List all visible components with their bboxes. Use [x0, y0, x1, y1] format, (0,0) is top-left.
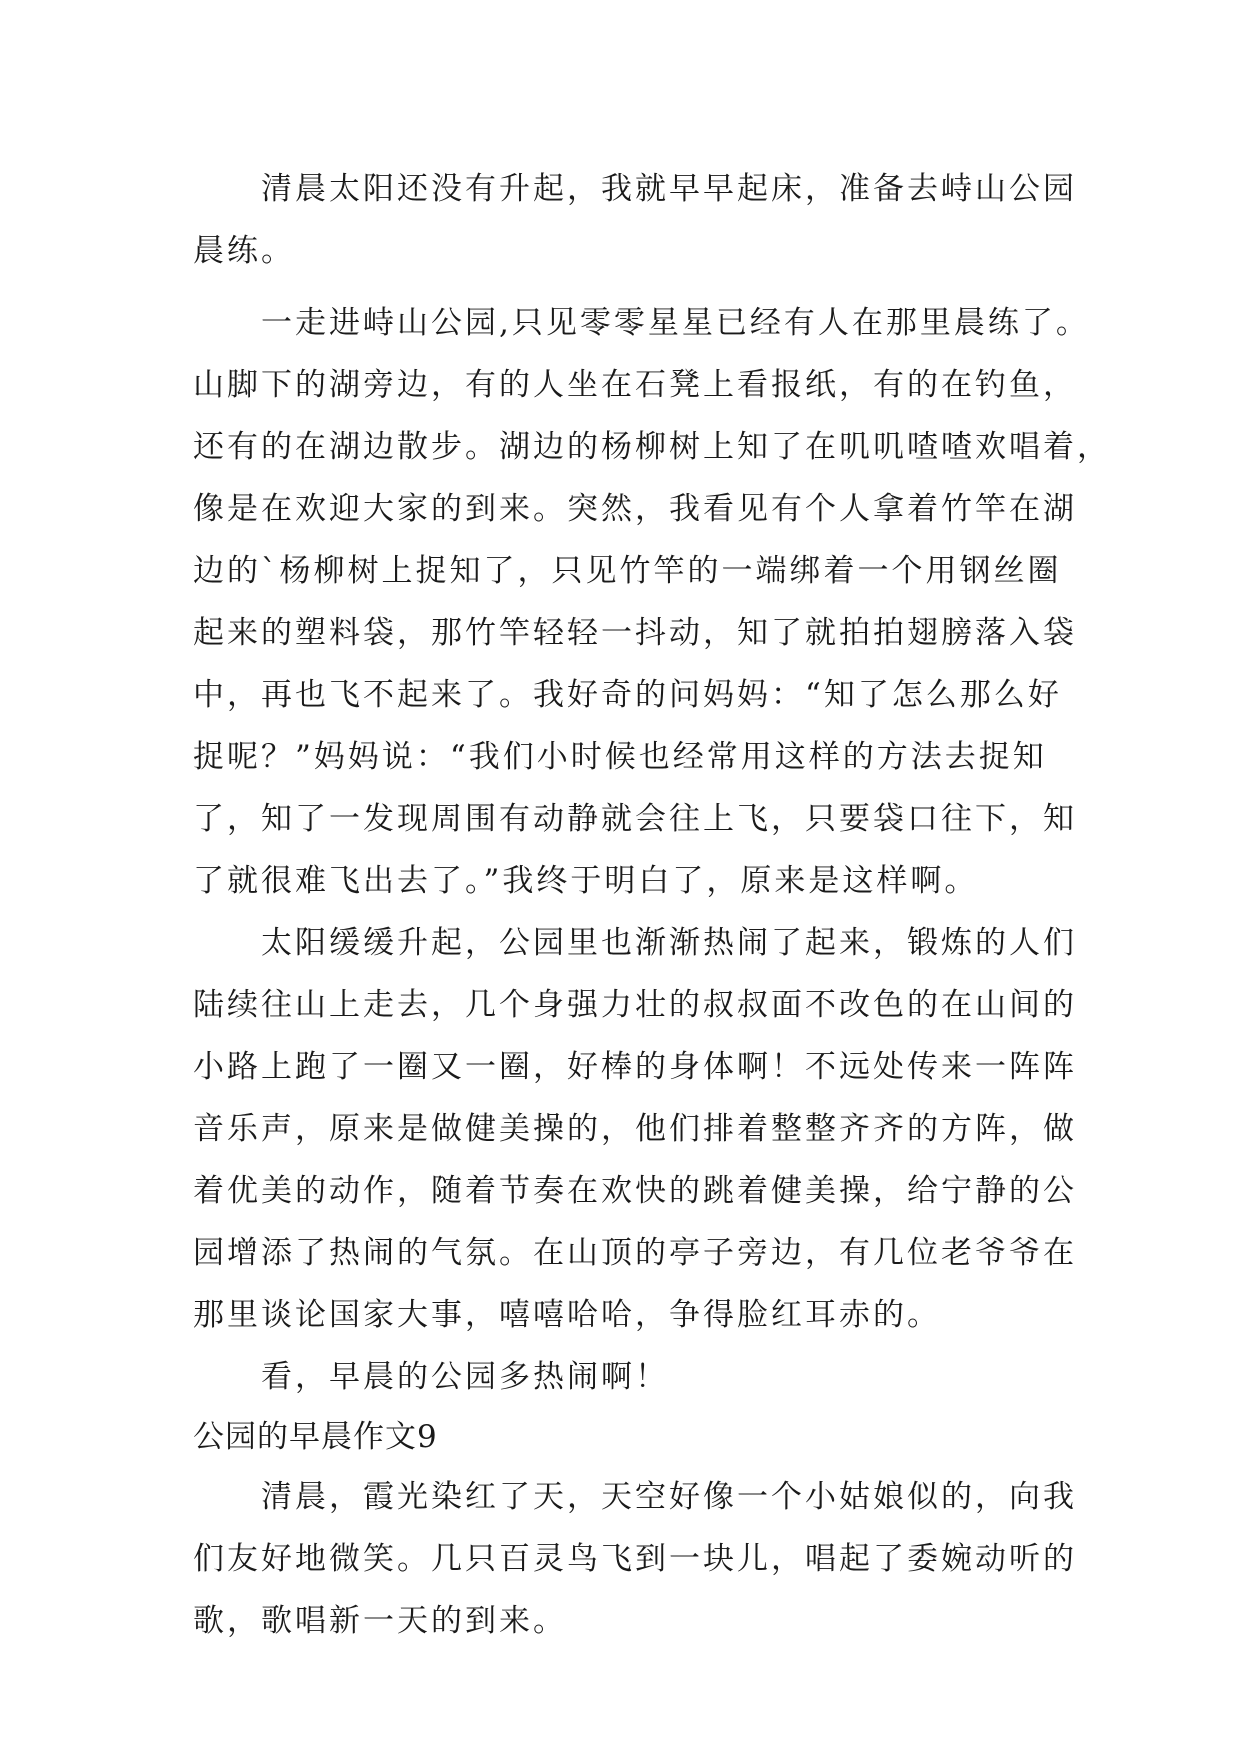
text-line: 着优美的动作，随着节奏在欢快的跳着健美操，给宁静的公 [193, 1173, 1077, 1209]
paragraph [193, 292, 1111, 912]
text-line: 山脚下的湖旁边，有的人坐在石凳上看报纸，有的在钓鱼， [193, 367, 1077, 403]
text-line: 一走进峙山公园,只见零零星星已经有人在那里晨练了。 [261, 305, 1090, 341]
text-line: 清晨太阳还没有升起，我就早早起床，准备去峙山公园 [261, 171, 1077, 207]
text-line: 们友好地微笑。几只百灵鸟飞到一块儿，唱起了委婉动听的 [193, 1541, 1077, 1577]
text-line: 边的`杨柳树上捉知了，只见竹竿的一端绑着一个用钢丝圈 [193, 553, 1062, 589]
text-line: 陆续往山上走去，几个身强力壮的叔叔面不改色的在山间的 [193, 987, 1077, 1023]
text-line: 小路上跑了一圈又一圈，好棒的身体啊！不远处传来一阵阵 [193, 1049, 1077, 1085]
text-line: 捉呢？”妈妈说：“我们小时候也经常用这样的方法去捉知 [193, 739, 1047, 775]
text-line: 那里谈论国家大事，嘻嘻哈哈，争得脸红耳赤的。 [193, 1297, 941, 1333]
paragraph [193, 1466, 1077, 1652]
text-line: 看，早晨的公园多热闹啊！ [261, 1359, 669, 1395]
text-line: 像是在欢迎大家的到来。突然，我看见有个人拿着竹竿在湖 [193, 491, 1077, 527]
text-line: 音乐声，原来是做健美操的，他们排着整整齐齐的方阵，做 [193, 1111, 1077, 1147]
paragraph [193, 912, 1077, 1346]
text-line: 中，再也飞不起来了。我好奇的问妈妈：“知了怎么那么好 [193, 677, 1062, 713]
section-heading: 公园的早晨作文9 [193, 1419, 438, 1455]
text-line: 了，知了一发现周围有动静就会往上飞，只要袋口往下，知 [193, 801, 1077, 837]
text-line: 清晨，霞光染红了天，天空好像一个小姑娘似的，向我 [261, 1479, 1077, 1515]
text-line: 了就很难飞出去了。”我终于明白了，原来是这样啊。 [193, 863, 979, 899]
text-line: 园增添了热闹的气氛。在山顶的亭子旁边，有几位老爷爷在 [193, 1235, 1077, 1271]
paragraph [193, 158, 1077, 282]
text-line: 太阳缓缓升起，公园里也渐渐热闹了起来，锻炼的人们 [261, 925, 1077, 961]
text-line: 歌，歌唱新一天的到来。 [193, 1603, 567, 1639]
text-line: 还有的在湖边散步。湖边的杨柳树上知了在叽叽喳喳欢唱着， [193, 429, 1111, 465]
text-line: 晨练。 [193, 233, 295, 269]
document-page [193, 158, 1111, 1652]
paragraph [193, 1346, 1053, 1408]
text-line: 起来的塑料袋，那竹竿轻轻一抖动，知了就拍拍翅膀落入袋 [193, 615, 1077, 651]
